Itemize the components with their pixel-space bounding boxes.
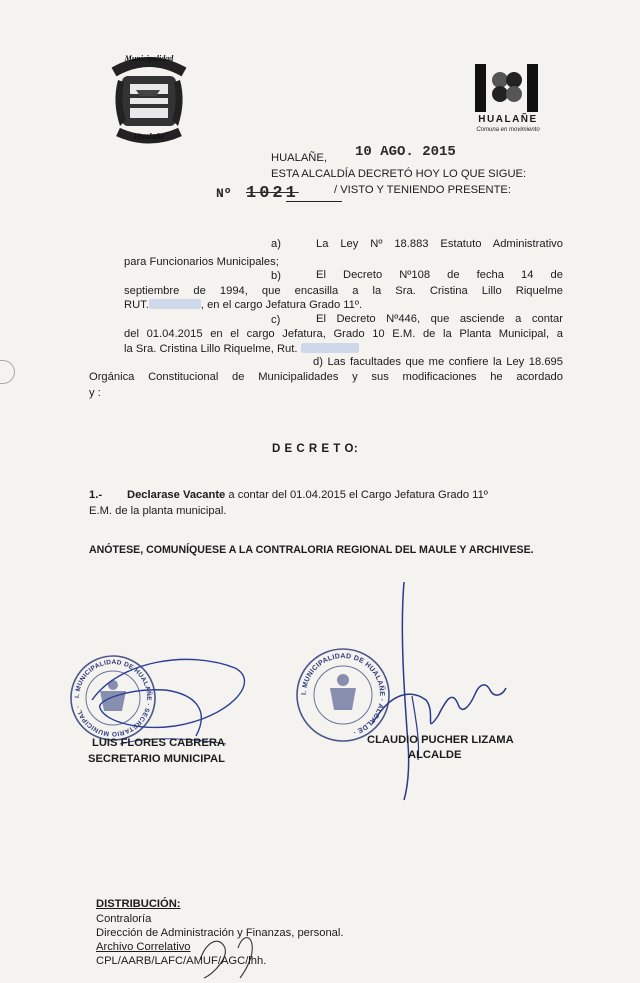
crest-top-text: Municipalidad (124, 54, 174, 63)
item-b-letter: b) (271, 270, 281, 282)
date-stamp: 10 AGO. 2015 (355, 144, 456, 160)
decree-number-prefix: Nº (216, 186, 232, 201)
item-d-line2: Orgánica Constitucional de Municipalidades y sus modificaciones he acordado (89, 371, 563, 383)
item-a-letter: a) (271, 238, 281, 250)
item-c-letter: c) (271, 314, 281, 326)
place-name: HUALAÑE, (271, 152, 327, 164)
closing-order: ANÓTESE, COMUNÍQUESE A LA CONTRALORIA REGIONAL DEL MAULE Y ARCHIVESE. (89, 544, 534, 556)
item-b-rut-label: RUT. (124, 299, 149, 311)
item-d-text: d) Las facultades que me confiere la Ley 18.695 (313, 356, 563, 368)
distribution-line-2: Dirección de Administración y Finanzas, personal. (96, 927, 344, 939)
decreto-item-text: a contar del 01.04.2015 el Cargo Jefatura Grado 11º (225, 489, 488, 501)
item-d-line3: y : (89, 387, 101, 399)
item-b-cargo: , en el cargo Jefatura Grado 11º. (200, 299, 363, 311)
distribution-title: DISTRIBUCIÓN: (96, 898, 181, 910)
decreto-heading: D E C R E T O: (272, 443, 359, 455)
decreto-item-line2: E.M. de la planta municipal. (89, 505, 227, 517)
item-b-text: El Decreto Nº108 de fecha 14 de (316, 269, 563, 281)
item-c-rut-label: la Sra. Cristina Lillo Riquelme, Rut. (124, 343, 298, 355)
mayor-name: CLAUDIO PUCHER LIZAMA (367, 734, 514, 746)
item-a-continuation: para Funcionarios Municipales; (124, 256, 279, 268)
secretary-title: SECRETARIO MUNICIPAL (88, 753, 225, 765)
hualane-logo-name: HUALAÑE (478, 114, 538, 125)
item-a-text: La Ley Nº 18.883 Estatuto Administrativo (316, 238, 563, 250)
secretary-name: LUIS FLORES CABRERA (92, 737, 226, 749)
distribution-line-3: Archivo Correlativo (96, 941, 191, 953)
decree-statement: ESTA ALCALDÍA DECRETÓ HOY LO QUE SIGUE: (271, 168, 527, 180)
distribution-line-1: Contraloría (96, 913, 152, 925)
decree-number: 1021 (246, 184, 299, 203)
mayor-seal-text: I. MUNICIPALIDAD DE HUALAÑE · ALCALDE · (300, 652, 386, 736)
decreto-item-number: 1.- (89, 489, 103, 501)
item-c-text: El Decreto Nº446, que asciende a contar (316, 313, 563, 325)
hualane-logo-tagline: Comuna en movimiento (476, 127, 540, 133)
crest-bottom-text: Hualañe (133, 131, 165, 141)
distribution-line-4: CPL/AARB/LAFC/AMUF/AGC/lhh. (96, 955, 267, 967)
item-b-line2: septiembre de 1994, que encasilla a la Sra. Cristina Lillo Riquelme (124, 285, 563, 297)
decreto-item-bold: Declarase Vacante (127, 489, 226, 501)
item-c-line2: del 01.04.2015 en el cargo Jefatura, Grado 10 E.M. de la Planta Municipal, a (124, 328, 563, 340)
mayor-title: ALCALDE (408, 749, 462, 761)
secretary-seal-text: I. MUNICIPALIDAD DE HUALAÑE · SECRETARIO MUNICIPAL · (73, 658, 153, 738)
visto-heading: / VISTO Y TENIENDO PRESENTE: (334, 184, 511, 196)
